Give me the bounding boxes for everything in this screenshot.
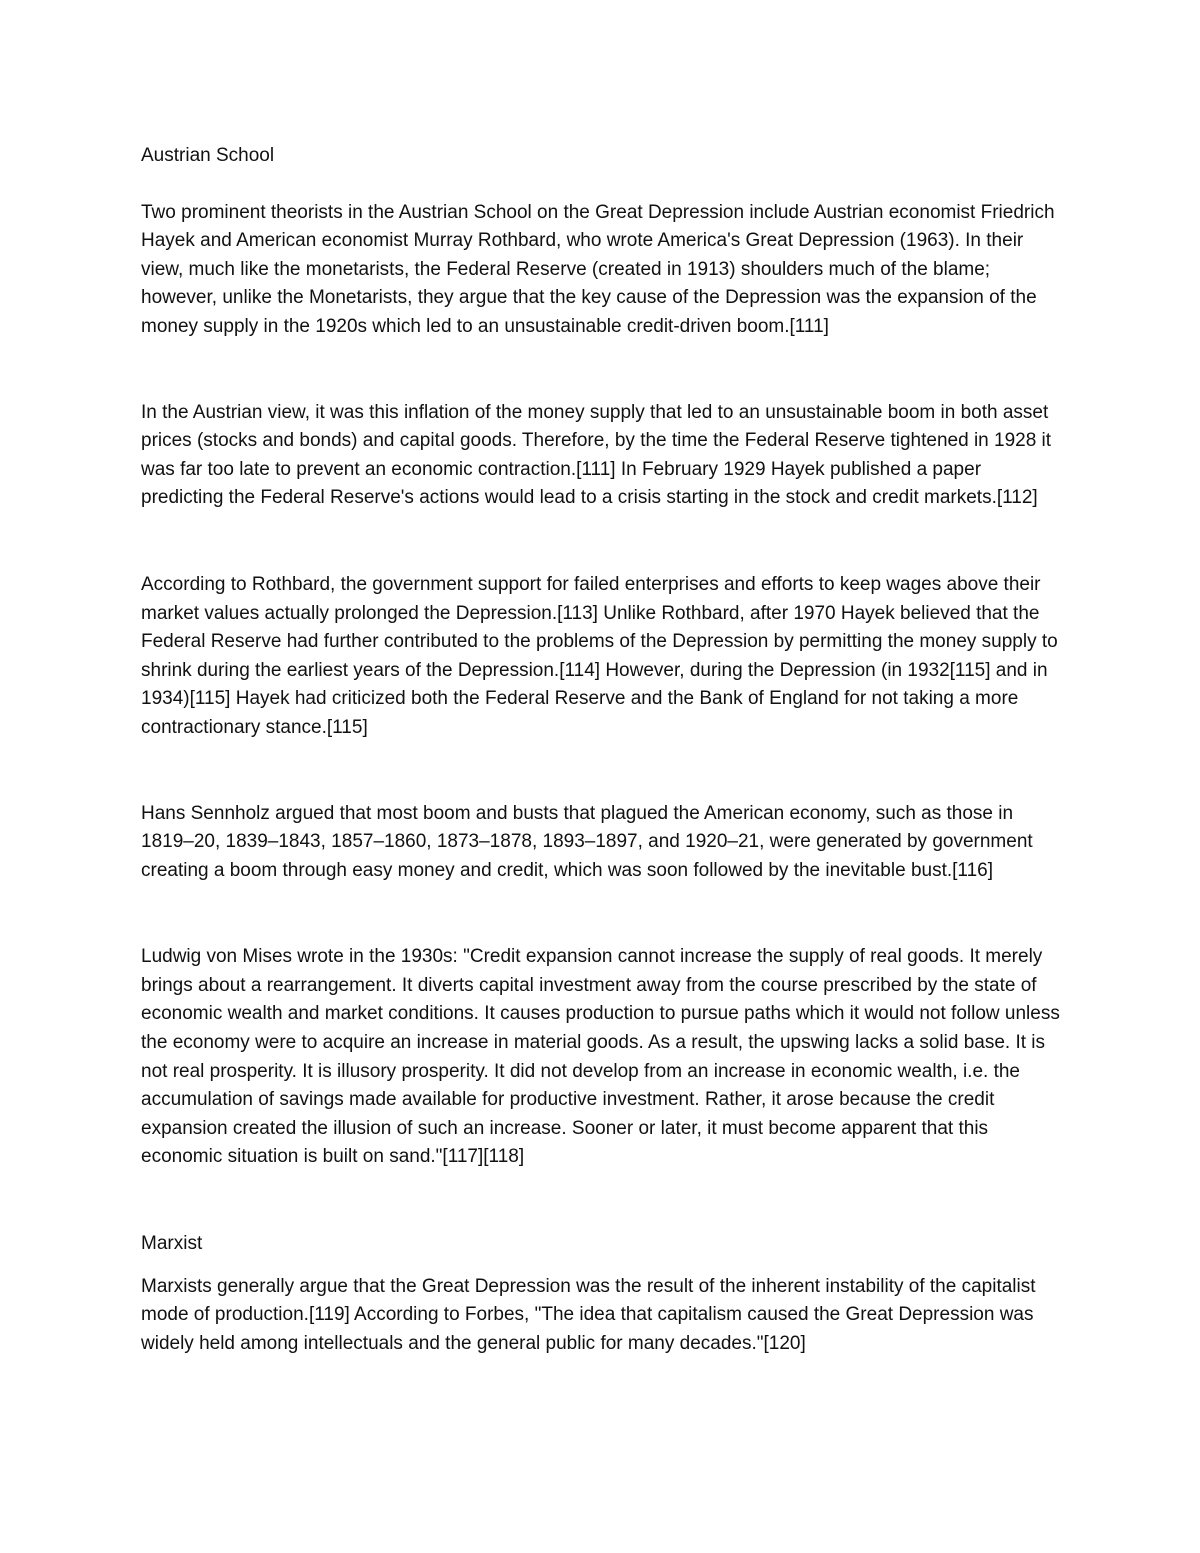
section-heading-marxist: Marxist bbox=[141, 1233, 203, 1255]
paragraph-hayek-rothbard: Two prominent theorists in the Austrian School on the Great Depression include Austrian economist Friedrich Hayek and American economist Murray Rothbard, who wrote America's Great Depression (1963). In their view, much like the monetarists, the Federal Reserve (created in 1913) shoulders much of the blame; however, unlike the Monetarists, they argue that the key cause of the Depression was the expansion of the money supply in the 1920s which led to an unsustainable credit-driven boom.[111] bbox=[141, 201, 1055, 337]
paragraph-austrian-view: In the Austrian view, it was this inflation of the money supply that led to an unsustainable boom in both asset prices (stocks and bonds) and capital goods. Therefore, by the time the Federal Reserve tightened in 1928 it was far too late to prevent an economic contraction.[111] In February 1929 Hayek published a paper predicting the Federal Reserve's actions would lead to a crisis starting in the stock and credit markets.[112] bbox=[141, 401, 1052, 509]
paragraph-marxist-instability: Marxists generally argue that the Great Depression was the result of the inherent instability of the capitalist mode of production.[119] According to Forbes, "The idea that capitalism caused the Great Depression was widely held among intellectuals and the general public for many decades."[120] bbox=[141, 1275, 1036, 1354]
paragraph-von-mises-quote: Ludwig von Mises wrote in the 1930s: "Credit expansion cannot increase the supply of real goods. It merely brings about a rearrangement. It diverts capital investment away from the course prescribed by the state of economic wealth and market conditions. It causes production to pursue paths which it would not follow unless the economy were to acquire an increase in material goods. As a result, the upswing lacks a solid base. It is not real prosperity. It is illusory prosperity. It did not develop from an increase in economic wealth, i.e. the accumulation of savings made available for productive investment. Rather, it arose because the credit expansion created the illusion of such an increase. Sooner or later, it must become apparent that this economic situation is built on sand."[117][118] bbox=[141, 946, 1060, 1168]
paragraph-sennholz: Hans Sennholz argued that most boom and busts that plagued the American economy, such as those in 1819–20, 1839–1843, 1857–1860, 1873–1878, 1893–1897, and 1920–21, were generated by government creating a boom through easy money and credit, which was soon followed by the inevitable bust.[116] bbox=[141, 802, 1033, 881]
paragraph-rothbard-depression: According to Rothbard, the government support for failed enterprises and efforts to keep wages above their market values actually prolonged the Depression.[113] Unlike Rothbard, after 1970 Hayek believed that the Federal Reserve had further contributed to the problems of the Depression by permitting the money supply to shrink during the earliest years of the Depression.[114] However, during the Depression (in 1932[115] and in 1934)[115] Hayek had criticized both the Federal Reserve and the Bank of England for not taking a more contractionary stance.[115] bbox=[141, 573, 1058, 738]
document-page bbox=[141, 142, 1066, 1358]
section-marxist bbox=[141, 1230, 1066, 1358]
section-austrian-school bbox=[141, 142, 1066, 1172]
section-heading-austrian-school: Austrian School bbox=[141, 145, 275, 166]
